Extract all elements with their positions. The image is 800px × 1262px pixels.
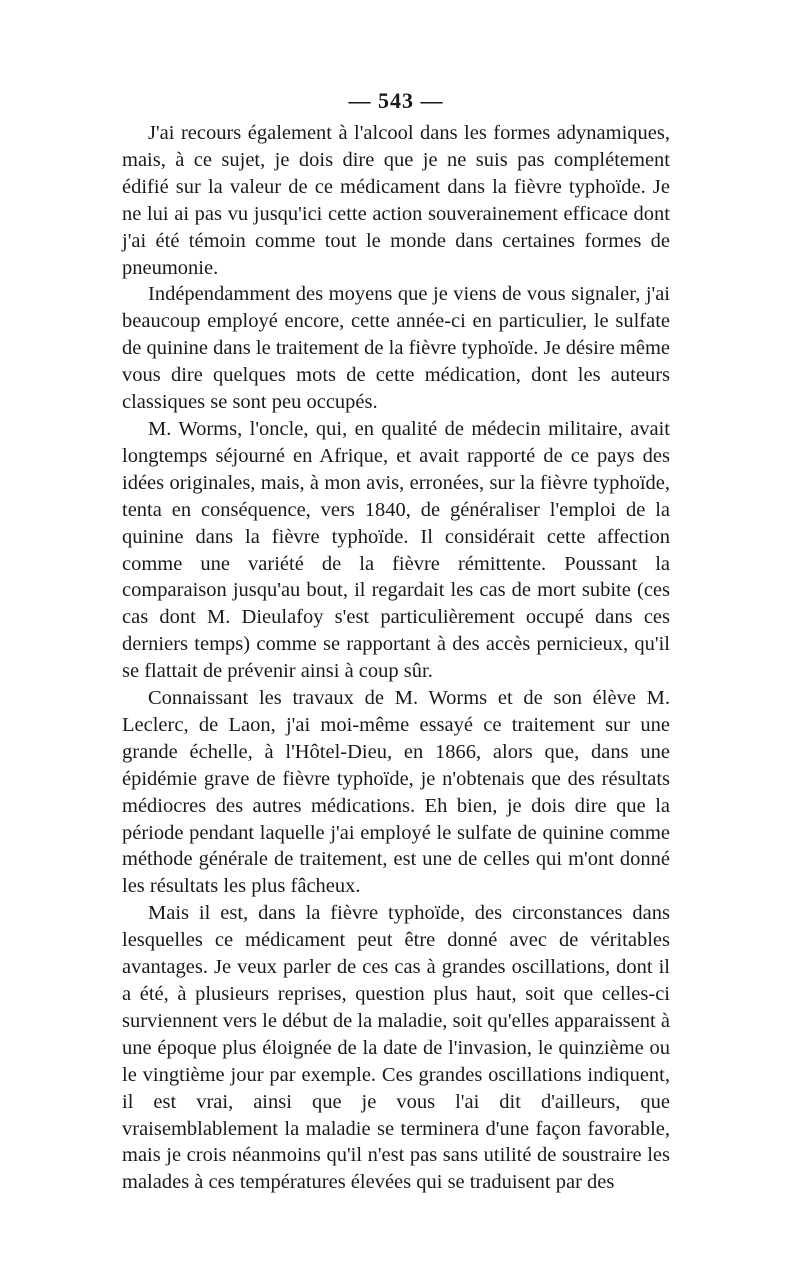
paragraph-alcool: J'ai recours également à l'alcool dans les formes adynamiques, mais, à ce sujet, je dois dire que je ne suis pas complétement édifié sur la valeur de ce médicament dans la fièvre typhoïde. Je ne lui ai pas vu jusqu'ici cette action souverainement efficace dont j'ai été témoin comme tout le monde dans certaines formes de pneumonie. xyxy=(122,122,670,279)
paragraph-quinine: Indépendamment des moyens que je viens de vous signaler, j'ai beaucoup employé encore, cette année-ci en particulier, le sulfate de quinine dans le traitement de la fièvre typhoïde. Je désire même vous dire quelques mots de cette médication, dont les auteurs classiques se sont peu occupés. xyxy=(122,283,670,414)
paragraph-oscillations: Mais il est, dans la fièvre typhoïde, des circonstances dans lesquelles ce médicament peut être donné avec de véritables avantages. Je veux parler de ces cas à grandes oscillations, dont il a été, à plusieurs reprises, question plus haut, soit que celles-ci surviennent vers le début de la maladie, soit qu'elles apparaissent à une époque plus éloignée de la date de l'invasion, le quinzième ou le vingtième jour par exemple. Ces grandes oscillations indiquent, il est vrai, ainsi que je vous l'ai dit d'ailleurs, que vraisemblablement la maladie se terminera d'une façon favorable, mais je crois néanmoins qu'il n'est pas sans utilité de soustraire les malades à ces températures élevées qui se traduisent par des xyxy=(122,902,670,1194)
page-number: — 543 — xyxy=(348,88,444,113)
paragraph-hotel-dieu: Connaissant les travaux de M. Worms et de son élève M. Leclerc, de Laon, j'ai moi-même essayé ce traitement sur une grande échelle, à l'Hôtel-Dieu, en 1866, alors que, dans une épidémie grave de fièvre typhoïde, je n'obtenais que des résultats médiocres des autres médications. Eh bien, je dois dire que la période pendant laquelle j'ai employé le sulfate de quinine comme méthode générale de traitement, est une de celles qui m'ont donné les résultats les plus fâcheux. xyxy=(122,687,670,898)
paragraph-worms: M. Worms, l'oncle, qui, en qualité de médecin militaire, avait longtemps séjourné en Afrique, et avait rapporté de ce pays des idées originales, mais, à mon avis, erronées, sur la fièvre typhoïde, tenta en conséquence, vers 1840, de généraliser l'emploi de la quinine dans la fièvre typhoïde. Il considérait cette affection comme une variété de la fièvre rémittente. Poussant la comparaison jusqu'au bout, il regardait les cas de mort subite (ces cas dont M. Dieulafoy s'est particulièrement occupé dans ces derniers temps) comme se rapportant à des accès pernicieux, qu'il se flattait de prévenir ainsi à coup sûr. xyxy=(122,417,670,683)
book-page xyxy=(122,86,670,1196)
